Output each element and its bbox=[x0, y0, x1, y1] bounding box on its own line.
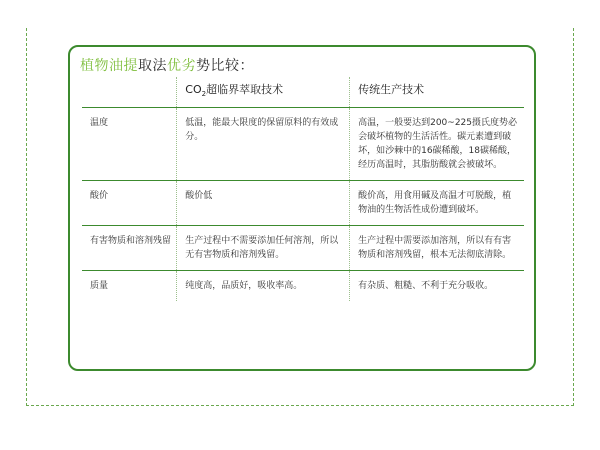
header-traditional: 传统生产技术 bbox=[350, 77, 524, 108]
header-sub-2: 2 bbox=[201, 90, 207, 99]
row-label: 有害物质和溶剂残留 bbox=[82, 226, 177, 271]
cell-supercritical: 酸价低 bbox=[177, 181, 350, 226]
table-row bbox=[82, 226, 524, 271]
cell-traditional: 有杂质、粗糙、不利于充分吸收。 bbox=[350, 271, 524, 302]
table-header-row bbox=[82, 77, 524, 108]
title-part-4: 势比较： bbox=[196, 58, 254, 74]
row-label: 质量 bbox=[82, 271, 177, 302]
cell-traditional: 酸价高，用食用碱及高温才可脱酸，植物油的生物活性成份遭到破坏。 bbox=[350, 181, 524, 226]
row-label: 温度 bbox=[82, 108, 177, 181]
header-co: CO bbox=[185, 83, 202, 96]
title-part-1: 植物油提 bbox=[80, 58, 138, 74]
table-row bbox=[82, 108, 524, 181]
cell-supercritical: 生产过程中不需要添加任何溶剂，所以无有害物质和溶剂残留。 bbox=[177, 226, 350, 271]
table-row bbox=[82, 181, 524, 226]
header-supercritical-label: 超临界萃取技术 bbox=[206, 83, 284, 96]
card-title bbox=[80, 55, 254, 75]
table-row bbox=[82, 271, 524, 302]
cell-supercritical: 纯度高，品质好，吸收率高。 bbox=[177, 271, 350, 302]
cell-traditional: 高温，一般要达到200~225摄氏度势必会破坏植物的生活活性。碳元素遭到破坏，如沙棘中的16碳稀酸，18碳稀酸，经历高温时，其脂肪酸就会被破坏。 bbox=[350, 108, 524, 181]
cell-supercritical: 低温，能最大限度的保留原料的有效成分。 bbox=[177, 108, 350, 181]
title-part-3: 优劣 bbox=[167, 58, 196, 74]
header-supercritical bbox=[177, 77, 350, 108]
header-empty bbox=[82, 77, 177, 108]
comparison-card bbox=[68, 45, 536, 371]
title-part-2: 取法 bbox=[138, 58, 167, 74]
row-label: 酸价 bbox=[82, 181, 177, 226]
comparison-table bbox=[82, 77, 524, 301]
cell-traditional: 生产过程中需要添加溶剂，所以有有害物质和溶剂残留，根本无法彻底清除。 bbox=[350, 226, 524, 271]
